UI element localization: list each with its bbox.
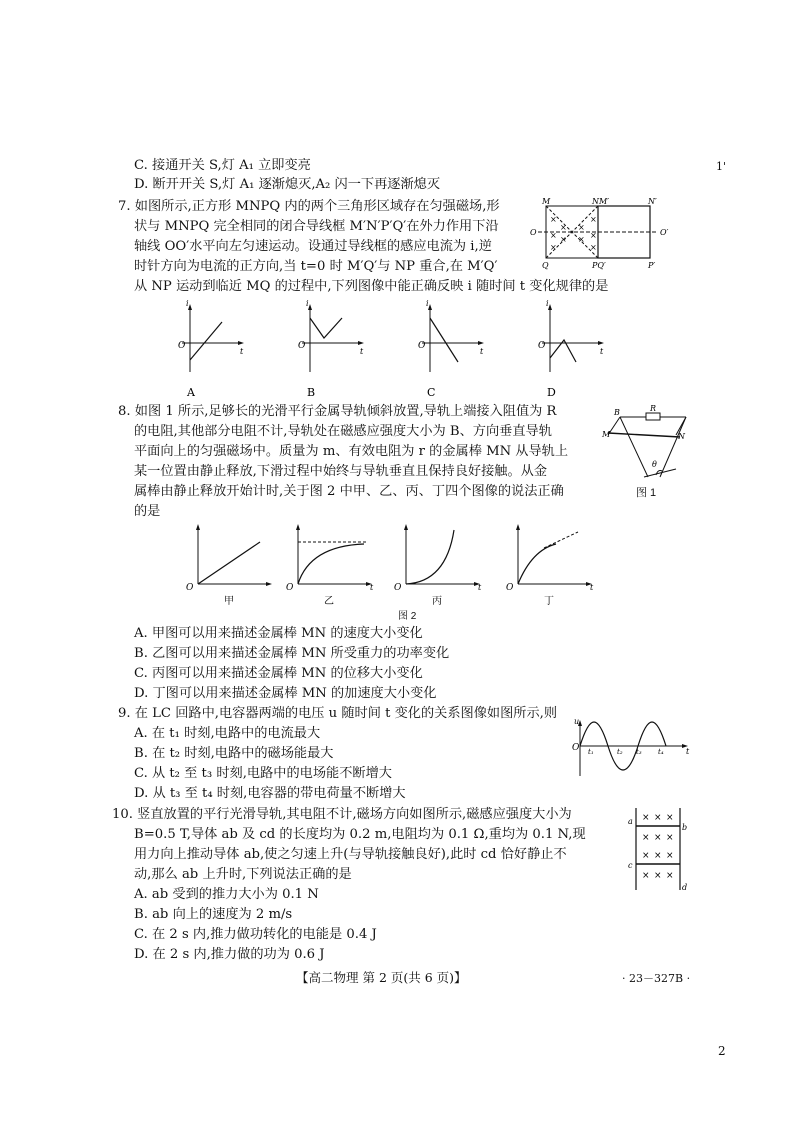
q10-option-d: D. 在 2 s 内,推力做的功为 0.6 J [134, 947, 325, 962]
label-b: B [614, 408, 620, 417]
q8-graph-jia-label: 甲 [224, 596, 234, 607]
svg-text:t: t [600, 347, 604, 356]
svg-text:O: O [186, 583, 194, 593]
svg-text:t: t [478, 583, 482, 592]
exam-code: · 23－327B · [622, 972, 691, 985]
q7-line-1: 7. 如图所示,正方形 MNPQ 内的两个三角形区域存在匀强磁场,形 [118, 199, 500, 214]
q8-option-c: C. 丙图可以用来描述金属棒 MN 的位移大小变化 [134, 666, 423, 681]
label-d: d [682, 883, 688, 892]
svg-text:O: O [418, 341, 426, 351]
svg-text:×: × [666, 871, 674, 881]
svg-text:×: × [642, 833, 650, 843]
q6-option-c: C. 接通开关 S,灯 A₁ 立即变亮 [134, 158, 311, 173]
q9-axis-u: u [574, 717, 580, 726]
svg-text:×: × [642, 813, 650, 823]
q8-line-2: 的电阻,其他部分电阻不计,导轨处在磁感应强度大小为 B、方向垂直导轨 [134, 424, 552, 439]
q8-graph-bing-label: 丙 [432, 596, 442, 607]
q8-line-5: 属棒由静止释放开始计时,关于图 2 中甲、乙、丙、丁四个图像的说法正确 [134, 484, 564, 499]
svg-text:×: × [590, 231, 597, 240]
q8-line-4: 某一位置由静止释放,下滑过程中始终与导轨垂直且保持良好接触。从金 [134, 464, 548, 479]
q7-graph-c-label: C [427, 386, 436, 399]
q7-field-figure [530, 197, 686, 270]
svg-text:×: × [578, 235, 585, 244]
svg-text:t₄: t₄ [658, 748, 664, 756]
svg-text:×: × [550, 215, 557, 224]
q10-line-3: 用力向上推动导体 ab,使之匀速上升(与导轨接触良好),此时 cd 恰好静止不 [134, 847, 567, 862]
svg-text:i: i [186, 299, 189, 308]
svg-text:×: × [550, 231, 557, 240]
svg-text:×: × [654, 851, 662, 861]
svg-text:×: × [654, 833, 662, 843]
svg-text:t: t [590, 583, 594, 592]
svg-text:×: × [578, 223, 585, 232]
q7-graph-a [178, 299, 244, 399]
svg-text:t: t [370, 583, 374, 592]
svg-text:×: × [560, 235, 567, 244]
q7-graph-c [418, 299, 484, 399]
q7-line-4: 时针方向为电流的正方向,当 t=0 时 M′Q′与 NP 重合,在 M′Q′ [134, 259, 498, 274]
label-m: M [542, 197, 551, 206]
svg-text:O: O [286, 583, 294, 593]
q9-option-a: A. 在 t₁ 时刻,电路中的电流最大 [134, 726, 321, 741]
q10-line-1: 10. 竖直放置的平行光滑导轨,其电阻不计,磁场方向如图所示,磁感应强度大小为 [112, 807, 572, 822]
q7-line-2: 状与 MNPQ 完全相同的闭合导线框 M′N′P′Q′在外力作用下沿 [134, 219, 499, 234]
page-footer: 【高二物理 第 2 页(共 6 页)】 [296, 970, 467, 985]
svg-text:t: t [480, 347, 484, 356]
q8-figure-2-caption: 图 2 [398, 611, 417, 622]
svg-text:i: i [426, 299, 429, 308]
svg-text:t₂: t₂ [617, 748, 623, 756]
label-r: R [650, 404, 657, 413]
q8-graph-bing [394, 524, 482, 607]
svg-text:i: i [546, 299, 549, 308]
q8-line-3: 平面向上的匀强磁场中。质量为 m、有效电阻为 r 的金属棒 MN 从导轨上 [134, 444, 569, 459]
svg-text:O: O [538, 341, 546, 351]
label-p: PQ′ [592, 261, 606, 270]
svg-text:×: × [666, 813, 674, 823]
q9-option-d: D. 从 t₃ 至 t₄ 时刻,电容器的带电荷量不断增大 [134, 786, 406, 801]
q7-graph-b-label: B [307, 386, 316, 399]
q8-figure-2 [186, 524, 606, 606]
q10-option-a: A. ab 受到的推力大小为 0.1 N [134, 887, 319, 902]
svg-text:O: O [394, 583, 402, 593]
svg-text:×: × [654, 813, 662, 823]
svg-text:O: O [298, 341, 306, 351]
svg-text:×: × [560, 223, 567, 232]
label-o-prime: O′ [660, 228, 669, 237]
q7-graph-d-label: D [547, 386, 556, 399]
label-p-prime: P′ [648, 261, 656, 270]
q7-line-3: 轴线 OO′水平向左匀速运动。设通过导线框的感应电流为 i,逆 [134, 239, 492, 254]
label-o: O [530, 228, 537, 237]
q8-line-1: 8. 如图 1 所示,足够长的光滑平行金属导轨倾斜放置,导轨上端接入阻值为 R [118, 404, 557, 419]
q9-option-b: B. 在 t₂ 时刻,电路中的磁场能最大 [134, 746, 334, 761]
q10-line-2: B=0.5 T,导体 ab 及 cd 的长度均为 0.2 m,电阻均为 0.1 Ω,重均为 0.1 N,现 [134, 827, 586, 842]
svg-text:t: t [240, 347, 244, 356]
svg-text:×: × [550, 243, 557, 252]
svg-text:×: × [666, 833, 674, 843]
q10-line-4: 动,那么 ab 上升时,下列说法正确的是 [134, 867, 352, 882]
label-b10: b [682, 823, 688, 832]
svg-text:O: O [506, 583, 514, 593]
q8-figure-1 [600, 405, 700, 495]
label-q: Q [542, 261, 549, 270]
label-a: a [628, 817, 633, 826]
q8-graph-ding [506, 524, 594, 607]
svg-text:×: × [590, 243, 597, 252]
q8-graph-yi-label: 乙 [324, 596, 334, 607]
page-number: 2 [718, 1044, 726, 1058]
corner-mark: 1' [716, 160, 727, 173]
q7-graph-a-label: A [187, 386, 195, 399]
svg-text:×: × [666, 851, 674, 861]
svg-text:×: × [642, 851, 650, 861]
q9-origin: O [572, 743, 580, 753]
svg-text:t₁: t₁ [588, 748, 594, 756]
q9-option-c: C. 从 t₂ 至 t₃ 时刻,电路中的电场能不断增大 [134, 766, 392, 781]
q8-graph-yi [286, 524, 374, 607]
q7-graph-b [298, 299, 364, 399]
q10-option-b: B. ab 向上的速度为 2 m/s [134, 907, 293, 922]
q8-figure-1-caption: 图 1 [636, 487, 657, 499]
q9-axis-t: t [686, 747, 690, 756]
q9-line-1: 9. 在 LC 回路中,电容器两端的电压 u 随时间 t 变化的关系图像如图所示,则 [118, 706, 558, 721]
label-n: NM′ [592, 197, 610, 206]
q7-graphs [178, 300, 618, 400]
q8-line-6: 的是 [134, 504, 161, 519]
label-m8: M [602, 430, 611, 439]
svg-text:i: i [306, 299, 309, 308]
q8-option-a: A. 甲图可以用来描述金属棒 MN 的速度大小变化 [134, 626, 423, 641]
q8-option-b: B. 乙图可以用来描述金属棒 MN 所受重力的功率变化 [134, 646, 450, 661]
label-n8: N [678, 432, 685, 441]
q9-graph [572, 717, 692, 778]
q10-option-c: C. 在 2 s 内,推力做功转化的电能是 0.4 J [134, 927, 377, 942]
svg-text:t: t [360, 347, 364, 356]
q10-rails-figure [626, 806, 692, 892]
q7-line-5: 从 NP 运动到临近 MQ 的过程中,下列图像中能正确反映 i 随时间 t 变化规律的是 [134, 279, 609, 294]
label-n-prime: N′ [648, 197, 657, 206]
svg-text:×: × [590, 215, 597, 224]
svg-text:×: × [654, 871, 662, 881]
q8-graph-ding-label: 丁 [544, 596, 554, 607]
label-c: c [628, 861, 633, 870]
q8-option-d: D. 丁图可以用来描述金属棒 MN 的加速度大小变化 [134, 686, 437, 701]
q8-graph-jia [186, 524, 272, 607]
label-theta: θ [652, 460, 657, 469]
svg-text:×: × [642, 871, 650, 881]
q6-option-d: D. 断开开关 S,灯 A₁ 逐渐熄灭,A₂ 闪一下再逐渐熄灭 [134, 177, 441, 192]
svg-text:O: O [178, 341, 186, 351]
svg-text:t₃: t₃ [636, 748, 642, 756]
q7-graph-d [538, 299, 604, 399]
